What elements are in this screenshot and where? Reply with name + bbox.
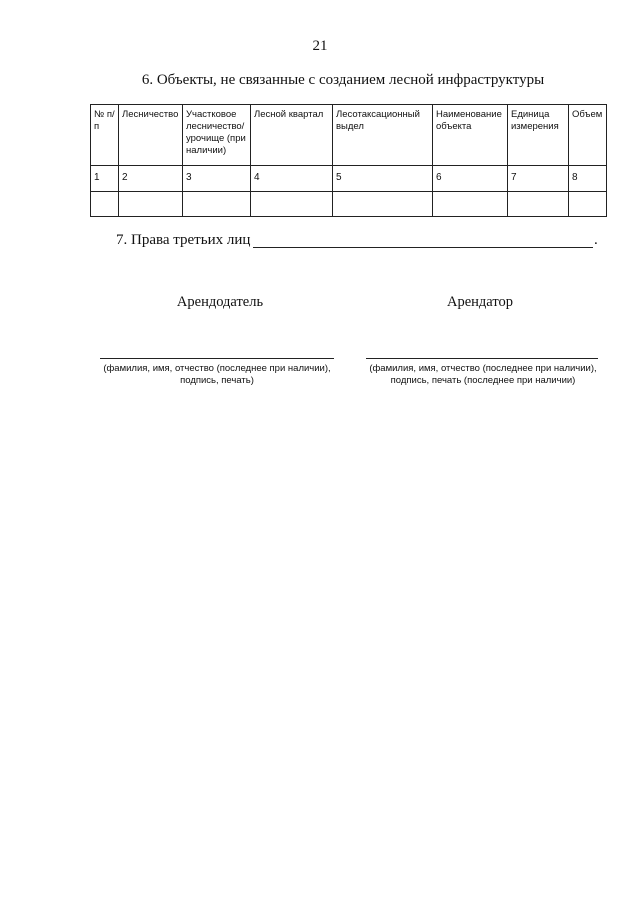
caption-line: (фамилия, имя, отчество (последнее при наличии),	[369, 363, 597, 374]
caption-line: подпись, печать)	[180, 375, 254, 386]
lessee-signature-line	[366, 358, 598, 359]
table-cell	[119, 192, 183, 217]
objects-table	[90, 104, 607, 217]
table-cell	[333, 192, 433, 217]
column-header: № п/п	[91, 105, 119, 166]
table-cell	[508, 192, 569, 217]
table-row	[91, 192, 607, 217]
page-number: 21	[312, 38, 328, 54]
section-7-end: .	[594, 232, 598, 248]
table-cell	[183, 192, 251, 217]
lessee-signature-caption	[358, 363, 608, 387]
column-header: Лесничество	[119, 105, 183, 166]
column-number: 1	[91, 166, 119, 192]
column-header: Лесной квартал	[251, 105, 333, 166]
lessor-title: Арендодатель	[176, 294, 264, 310]
table-header-row	[91, 105, 607, 166]
table-cell	[91, 192, 119, 217]
lessor-signature-line	[100, 358, 334, 359]
caption-line: подпись, печать (последнее при наличии)	[390, 375, 576, 386]
caption-line: (фамилия, имя, отчество (последнее при наличии),	[103, 363, 331, 374]
third-party-rights-line	[253, 247, 593, 248]
column-number: 3	[183, 166, 251, 192]
section-6-title: 6. Объекты, не связанные с созданием лесной инфраструктуры	[141, 72, 545, 88]
column-number: 2	[119, 166, 183, 192]
column-header: Единица измерения	[508, 105, 569, 166]
lessor-signature-caption	[92, 363, 342, 387]
column-number: 4	[251, 166, 333, 192]
column-header: Лесотаксационный выдел	[333, 105, 433, 166]
column-number: 8	[569, 166, 607, 192]
column-header: Участковое лесничество/ урочище (при наличии)	[183, 105, 251, 166]
table-cell	[433, 192, 508, 217]
section-7-label: 7. Права третьих лиц	[116, 232, 251, 248]
table-cell	[569, 192, 607, 217]
column-header: Объем	[569, 105, 607, 166]
table-cell	[251, 192, 333, 217]
column-number: 6	[433, 166, 508, 192]
column-number: 5	[333, 166, 433, 192]
lessee-title: Арендатор	[446, 294, 513, 310]
table-row	[91, 166, 607, 192]
column-number: 7	[508, 166, 569, 192]
column-header: Наименование объекта	[433, 105, 508, 166]
